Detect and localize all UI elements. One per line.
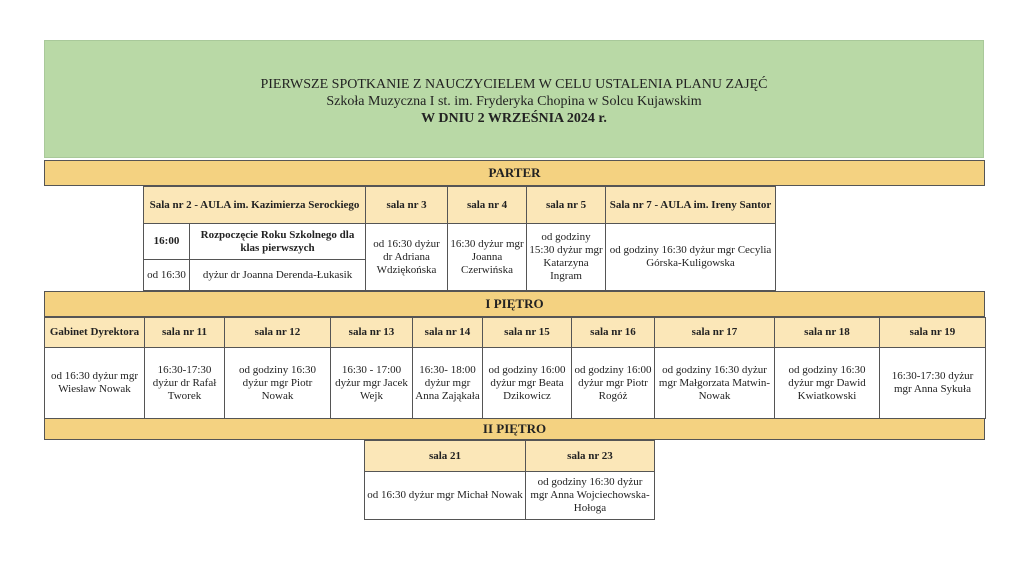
- room-duty: od godziny 16:00 dyżur mgr Beata Dzikowicz: [483, 348, 572, 419]
- header-banner: [44, 40, 984, 158]
- pietro2-table: [364, 440, 655, 520]
- room-duty: 16:30-17:30 dyżur mgr Anna Sykuła: [880, 348, 986, 419]
- section-parter: PARTER: [44, 160, 985, 186]
- aula7-duty: od godziny 16:30 dyżur mgr Cecylia Górska-Kuligowska: [606, 224, 776, 291]
- section-pietro1: I PIĘTRO: [44, 291, 985, 317]
- room-header: sala nr 17: [655, 318, 775, 348]
- parter-table: [143, 186, 776, 291]
- header-school: Szkoła Muzyczna I st. im. Fryderyka Chopina w Solcu Kujawskim: [326, 94, 702, 109]
- room-header: sala nr 16: [572, 318, 655, 348]
- room-header: sala nr 11: [145, 318, 225, 348]
- sala3-duty: od 16:30 dyżur dr Adriana Wdziękońska: [366, 224, 448, 291]
- room-header: sala nr 14: [413, 318, 483, 348]
- sala5-header: sala nr 5: [527, 187, 606, 224]
- room-header: sala 21: [365, 441, 526, 472]
- room-header: sala nr 13: [331, 318, 413, 348]
- room-header: sala nr 23: [526, 441, 655, 472]
- sala5-duty: od godziny 15:30 dyżur mgr Katarzyna Ingram: [527, 224, 606, 291]
- room-duty: od godziny 16:30 dyżur mgr Małgorzata Matwin-Nowak: [655, 348, 775, 419]
- aula7-header: Sala nr 7 - AULA im. Ireny Santor: [606, 187, 776, 224]
- header-title: PIERWSZE SPOTKANIE Z NAUCZYCIELEM W CELU USTALENIA PLANU ZAJĘĆ: [260, 77, 768, 92]
- aula2-header: Sala nr 2 - AULA im. Kazimierza Serockiego: [144, 187, 366, 224]
- room-header: sala nr 18: [775, 318, 880, 348]
- sala4-duty: 16:30 dyżur mgr Joanna Czerwińska: [448, 224, 527, 291]
- pietro1-table: [44, 317, 986, 419]
- room-header: sala nr 12: [225, 318, 331, 348]
- room-duty: 16:30- 18:00 dyżur mgr Anna Zająkała: [413, 348, 483, 419]
- room-duty: od godziny 16:30 dyżur mgr Dawid Kwiatkowski: [775, 348, 880, 419]
- aula2-event1: Rozpoczęcie Roku Szkolnego dla klas pierwszych: [190, 224, 366, 260]
- room-header: Gabinet Dyrektora: [45, 318, 145, 348]
- sala4-header: sala nr 4: [448, 187, 527, 224]
- room-duty: od godziny 16:30 dyżur mgr Anna Wojciechowska-Hołoga: [526, 472, 655, 520]
- aula2-time2: od 16:30: [144, 260, 190, 291]
- room-header: sala nr 15: [483, 318, 572, 348]
- room-duty: 16:30-17:30 dyżur dr Rafał Tworek: [145, 348, 225, 419]
- room-header: sala nr 19: [880, 318, 986, 348]
- header-date: W DNIU 2 WRZEŚNIA 2024 r.: [421, 111, 607, 126]
- aula2-time1: 16:00: [144, 224, 190, 260]
- section-pietro2: II PIĘTRO: [44, 418, 985, 440]
- room-duty: od 16:30 dyżur mgr Michał Nowak: [365, 472, 526, 520]
- room-duty: od godziny 16:30 dyżur mgr Piotr Nowak: [225, 348, 331, 419]
- aula2-event2: dyżur dr Joanna Derenda-Łukasik: [190, 260, 366, 291]
- sala3-header: sala nr 3: [366, 187, 448, 224]
- room-duty: od godziny 16:00 dyżur mgr Piotr Rogóż: [572, 348, 655, 419]
- room-duty: 16:30 - 17:00 dyżur mgr Jacek Wejk: [331, 348, 413, 419]
- room-duty: od 16:30 dyżur mgr Wiesław Nowak: [45, 348, 145, 419]
